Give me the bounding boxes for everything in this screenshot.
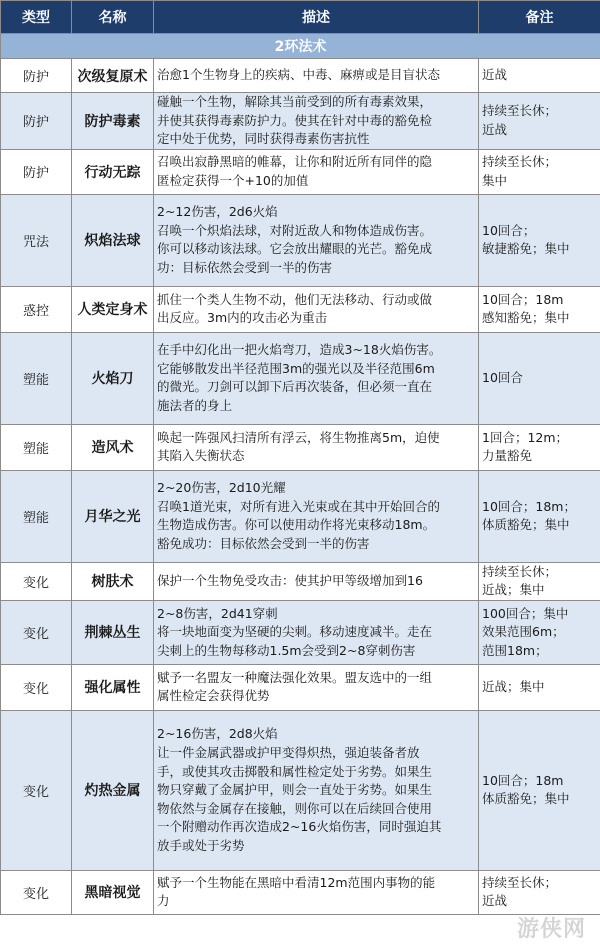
- desc-line: 生物造成伤害。你可以使用动作将光束移动18m。: [157, 517, 436, 533]
- header-note: 备注: [479, 1, 600, 34]
- cell-name: 防护毒素: [72, 93, 154, 150]
- desc-line: 物依然与金属存在接触，则你可以在后续回合使用: [157, 800, 433, 816]
- cell-name: 荆棘丛生: [72, 600, 154, 664]
- cell-desc: [154, 710, 479, 870]
- cell-note: [479, 424, 600, 470]
- table-row: [1, 470, 600, 562]
- cell-type: 变化: [1, 710, 72, 870]
- desc-line: 2~12伤害，2d6火焰: [157, 204, 278, 220]
- desc-line: 抓住一个类人生物不动，他们无法移动、行动或做: [157, 291, 433, 307]
- desc-line: 它能够散发出半径范围3m的强光以及半径范围6m: [157, 360, 435, 376]
- desc-line: 放手或处于劣势: [157, 837, 245, 853]
- header-name: 名称: [72, 1, 154, 34]
- desc-line: 的微光。刀剑可以卸下后再次装备，但必须一直在: [157, 379, 433, 395]
- cell-desc: [154, 59, 479, 93]
- cell-type: 惑控: [1, 286, 72, 332]
- desc-line: 匿检定获得一个+10的加值: [157, 172, 309, 188]
- cell-note: [479, 870, 600, 914]
- desc-line: 让一件金属武器或护甲变得炽热，强迫装备者放: [157, 744, 420, 760]
- note-line: 近战；集中: [482, 582, 545, 598]
- table-body: [1, 34, 600, 915]
- desc-line: 治愈1个生物身上的疾病、中毒、麻痹或是目盲状态: [157, 67, 440, 83]
- note-line: 持续至长休；: [482, 563, 558, 579]
- cell-name: 次级复原术: [72, 59, 154, 93]
- table-row: [1, 149, 600, 194]
- note-line: 持续至长休；: [482, 154, 558, 170]
- cell-note: [479, 286, 600, 332]
- note-line: 近战: [482, 893, 508, 909]
- cell-desc: [154, 424, 479, 470]
- cell-note: [479, 93, 600, 150]
- desc-line: 召唤一个炽焰法球，对附近敌人和物体造成伤害。: [157, 222, 433, 238]
- note-line: 效果范围6m；: [482, 624, 565, 640]
- cell-type: 咒法: [1, 194, 72, 286]
- desc-line: 你可以移动该法球。它会放出耀眼的光芒。豁免成: [157, 241, 433, 257]
- cell-desc: [154, 664, 479, 710]
- table-row: [1, 870, 600, 914]
- cell-note: [479, 600, 600, 664]
- cell-name: 强化属性: [72, 664, 154, 710]
- note-line: 10回合；18m；: [482, 498, 576, 514]
- cell-name: 炽焰法球: [72, 194, 154, 286]
- watermark-logo: 游侠网: [516, 917, 586, 942]
- cell-type: 防护: [1, 93, 72, 150]
- header-type: 类型: [1, 1, 72, 34]
- cell-desc: [154, 194, 479, 286]
- cell-type: 防护: [1, 59, 72, 93]
- cell-note: [479, 710, 600, 870]
- desc-line: 一个附赠动作再次造成2~16火焰伤害，同时强迫其: [157, 819, 442, 835]
- desc-line: 物只穿戴了金属护甲，则会一直处于劣势。如果生: [157, 782, 433, 798]
- table-row: [1, 600, 600, 664]
- note-line: 范围18m；: [482, 642, 548, 658]
- table-row: [1, 424, 600, 470]
- desc-line: 在手中幻化出一把火焰弯刀，造成3~18火焰伤害。: [157, 342, 442, 358]
- desc-line: 召唤出寂静黑暗的帷幕，让你和附近所有同伴的隐: [157, 154, 433, 170]
- note-line: 100回合；集中: [482, 605, 569, 621]
- note-line: 敏捷豁免；集中: [482, 241, 570, 257]
- table-row: [1, 710, 600, 870]
- header-desc: 描述: [154, 1, 479, 34]
- table-row: [1, 59, 600, 93]
- cell-name: 灼热金属: [72, 710, 154, 870]
- cell-desc: [154, 286, 479, 332]
- table-row: [1, 286, 600, 332]
- desc-line: 豁免成功：目标依然会受到一半的伤害: [157, 535, 370, 551]
- note-line: 10回合: [482, 369, 523, 385]
- note-line: 近战；集中: [482, 679, 545, 695]
- desc-line: 将一块地面变为坚硬的尖刺。移动速度减半。走在: [157, 624, 433, 640]
- table-row: [1, 93, 600, 150]
- cell-type: 防护: [1, 149, 72, 194]
- cell-note: [479, 470, 600, 562]
- cell-type: 塑能: [1, 470, 72, 562]
- cell-name: 行动无踪: [72, 149, 154, 194]
- cell-type: 变化: [1, 562, 72, 600]
- cell-type: 变化: [1, 600, 72, 664]
- table-row: [1, 194, 600, 286]
- cell-note: [479, 562, 600, 600]
- table-row: [1, 664, 600, 710]
- desc-line: 属性检定会获得优势: [157, 688, 270, 704]
- header-row: [1, 1, 600, 34]
- desc-line: 赋予一个生物能在黑暗中看清12m范围内事物的能: [157, 874, 436, 890]
- desc-line: 其陷入失衡状态: [157, 448, 245, 464]
- cell-name: 火焰刀: [72, 332, 154, 424]
- desc-line: 出反应。3m内的攻击必为重击: [157, 310, 328, 326]
- note-line: 力量豁免: [482, 448, 533, 464]
- note-line: 近战: [482, 67, 508, 83]
- section-row: [1, 34, 600, 59]
- note-line: 10回合；18m: [482, 291, 564, 307]
- desc-line: 力: [157, 893, 170, 909]
- note-line: 体质豁免；集中: [482, 517, 570, 533]
- cell-desc: [154, 470, 479, 562]
- desc-line: 定中处于优势，同时获得毒素伤害抗性: [157, 131, 370, 147]
- table-row: [1, 332, 600, 424]
- cell-name: 黑暗视觉: [72, 870, 154, 914]
- cell-desc: [154, 149, 479, 194]
- note-line: 10回合；: [482, 222, 536, 238]
- cell-name: 树肤术: [72, 562, 154, 600]
- cell-note: [479, 194, 600, 286]
- cell-desc: [154, 600, 479, 664]
- cell-type: 塑能: [1, 332, 72, 424]
- desc-line: 功：目标依然会受到一半的伤害: [157, 259, 333, 275]
- cell-note: [479, 149, 600, 194]
- cell-name: 月华之光: [72, 470, 154, 562]
- cell-note: [479, 59, 600, 93]
- desc-line: 尖刺上的生物每移动1.5m会受到2~8穿刺伤害: [157, 642, 416, 658]
- note-line: 持续至长休；: [482, 874, 558, 890]
- table-row: [1, 562, 600, 600]
- cell-desc: [154, 93, 479, 150]
- note-line: 体质豁免；集中: [482, 791, 570, 807]
- cell-type: 变化: [1, 664, 72, 710]
- cell-desc: [154, 562, 479, 600]
- desc-line: 2~8伤害，2d41穿刺: [157, 605, 278, 621]
- desc-line: 碰触一个生物，解除其当前受到的所有毒素效果，: [157, 94, 433, 109]
- desc-line: 手，或使其攻击掷骰和属性检定处于劣势。如果生: [157, 763, 433, 779]
- note-line: 感知豁免；集中: [482, 310, 570, 326]
- cell-type: 变化: [1, 870, 72, 914]
- desc-line: 唤起一阵强风扫清所有浮云，将生物推离5m，迫使: [157, 429, 440, 445]
- note-line: 近战: [482, 121, 508, 137]
- cell-note: [479, 332, 600, 424]
- note-line: 集中: [482, 172, 508, 188]
- cell-type: 塑能: [1, 424, 72, 470]
- cell-note: [479, 664, 600, 710]
- note-line: 10回合；18m: [482, 772, 564, 788]
- desc-line: 召唤1道光束，对所有进入光束或在其中开始回合的: [157, 498, 440, 514]
- cell-desc: [154, 332, 479, 424]
- desc-line: 2~16伤害，2d8火焰: [157, 726, 278, 742]
- cell-name: 人类定身术: [72, 286, 154, 332]
- desc-line: 保护一个生物免受攻击：使其护甲等级增加到16: [157, 573, 423, 589]
- cell-desc: [154, 870, 479, 914]
- note-line: 持续至长休；: [482, 103, 558, 119]
- desc-line: 并使其获得毒素防护力。使其在针对中毒的豁免检: [157, 112, 433, 128]
- desc-line: 2~20伤害，2d10光耀: [157, 480, 286, 496]
- section-title: 2环法术: [1, 34, 600, 59]
- desc-line: 施法者的身上: [157, 397, 233, 413]
- cell-name: 造风术: [72, 424, 154, 470]
- desc-line: 赋予一名盟友一种魔法强化效果。盟友选中的一组: [157, 669, 433, 685]
- note-line: 1回合；12m；: [482, 429, 569, 445]
